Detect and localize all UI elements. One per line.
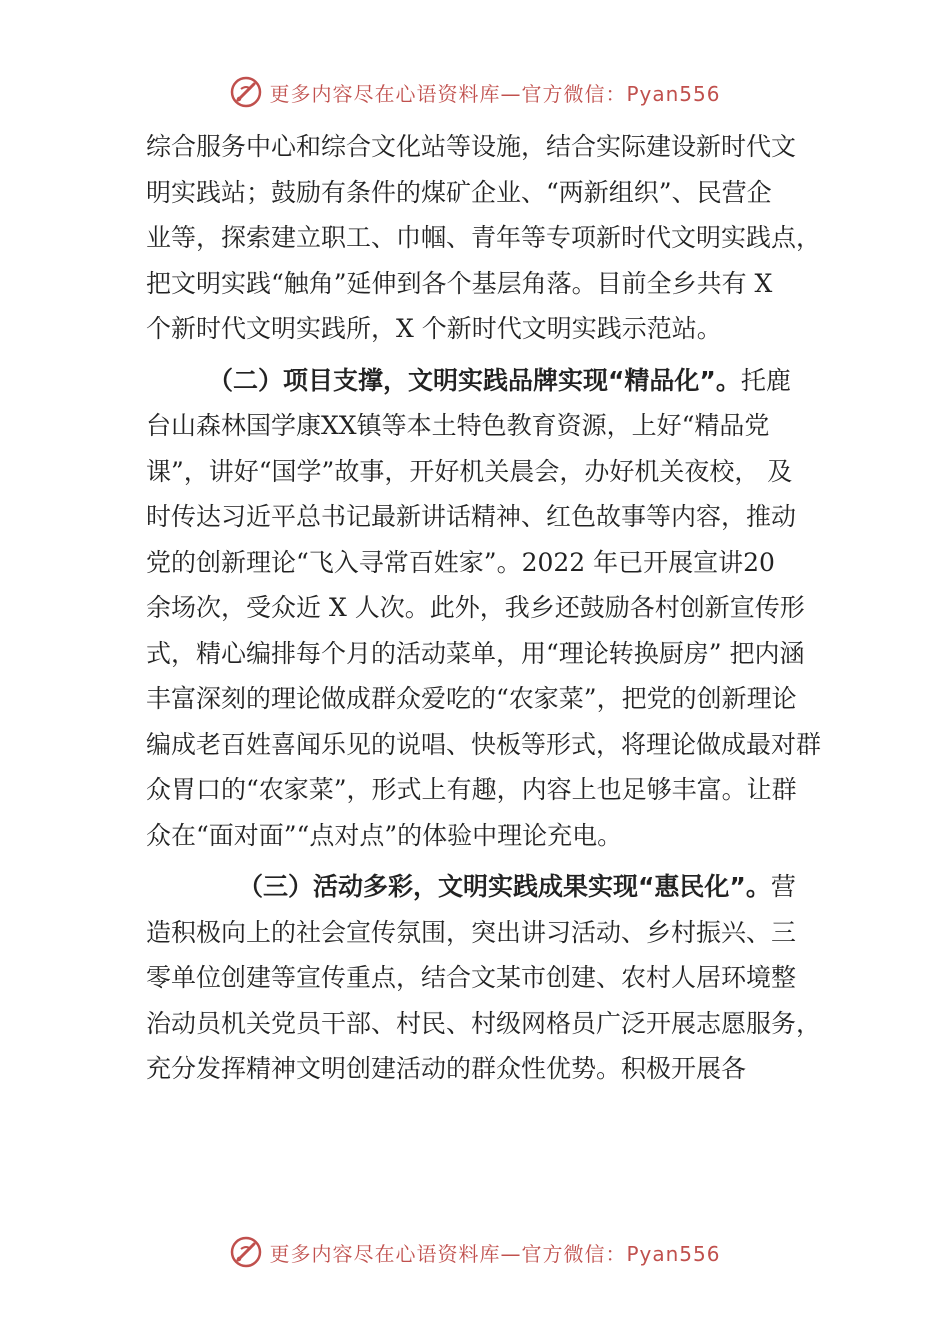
pen-circle-logo-icon [229,1235,263,1269]
footer-watermark-banner [0,1230,950,1274]
text-line: 式，精心编排每个月的活动菜单，用“理论转换厨房” 把内涵 [146,638,805,668]
text-line: 众在“面对面”“点对点”的体验中理论充电。 [146,820,623,850]
text-line: 课”，讲好“国学”故事，开好机关晨会，办好机关夜校， 及 [146,456,793,486]
header-watermark-banner [0,70,950,114]
text-line: 造积极向上的社会宣传氛围，突出讲习活动、乡村振兴、三 [146,917,797,947]
text-line: 众胃口的“农家菜”，形式上有趣，内容上也足够丰富。让群 [146,775,797,804]
text-line: 党的创新理论“飞入寻常百姓家”。2022 年已开展宣讲20 [146,547,775,577]
text-line: 业等，探索建立职工、巾帼、青年等专项新时代文明实践点， [146,223,822,252]
text-run: 营 [770,872,796,901]
paragraph-2 [146,358,822,859]
text-line: 编成老百姓喜闻乐见的说唱、快板等形式，将理论做成最对群 [146,729,822,759]
section-heading-2: （二）项目支撑，文明实践品牌实现“精品化”。 [208,365,741,395]
text-line: 充分发挥精神文明创建活动的群众性优势。积极开展各 [146,1054,747,1083]
text-line: 时传达习近平总书记最新讲话精神、红色故事等内容，推动 [146,502,797,531]
paragraph-2-first-line [146,358,816,404]
text-line: 丰富深刻的理论做成群众爱吃的“农家菜”，把党的创新理论 [146,684,797,713]
watermark-text: 更多内容尽在心语资料库—官方微信：Pyan556 [269,81,721,106]
section-heading-3: （三）活动多彩，文明实践成果实现“惠民化”。 [238,872,771,901]
text-line: 台山森林国学康XX镇等本土特色教育资源，上好“精品党 [146,411,770,440]
text-line: 把文明实践“触角”延伸到各个基层角落。目前全乡共有 X [146,268,773,298]
text-line: 零单位创建等宣传重点，结合文某市创建、农村人居环境整 [146,963,797,992]
pen-circle-logo-icon [229,75,263,109]
paragraph-3 [146,864,822,1092]
watermark-text: 更多内容尽在心语资料库—官方微信：Pyan556 [269,1241,721,1266]
text-line: 个新时代文明实践所，X 个新时代文明实践示范站。 [146,314,722,343]
paragraph-1 [146,124,822,352]
text-line: 治动员机关党员干部、村民、村级网格员广泛开展志愿服务， [146,1008,822,1038]
text-line: 余场次，受众近 X 人次。此外，我乡还鼓励各村创新宣传形 [146,593,805,622]
text-line: 综合服务中心和综合文化站等设施，结合实际建设新时代文 [146,132,797,161]
paragraph-3-first-line [146,864,816,910]
text-line: 明实践站；鼓励有条件的煤矿企业、“两新组织”、民营企 [146,177,772,207]
text-run: 托鹿 [740,365,791,395]
document-body [146,124,822,1092]
